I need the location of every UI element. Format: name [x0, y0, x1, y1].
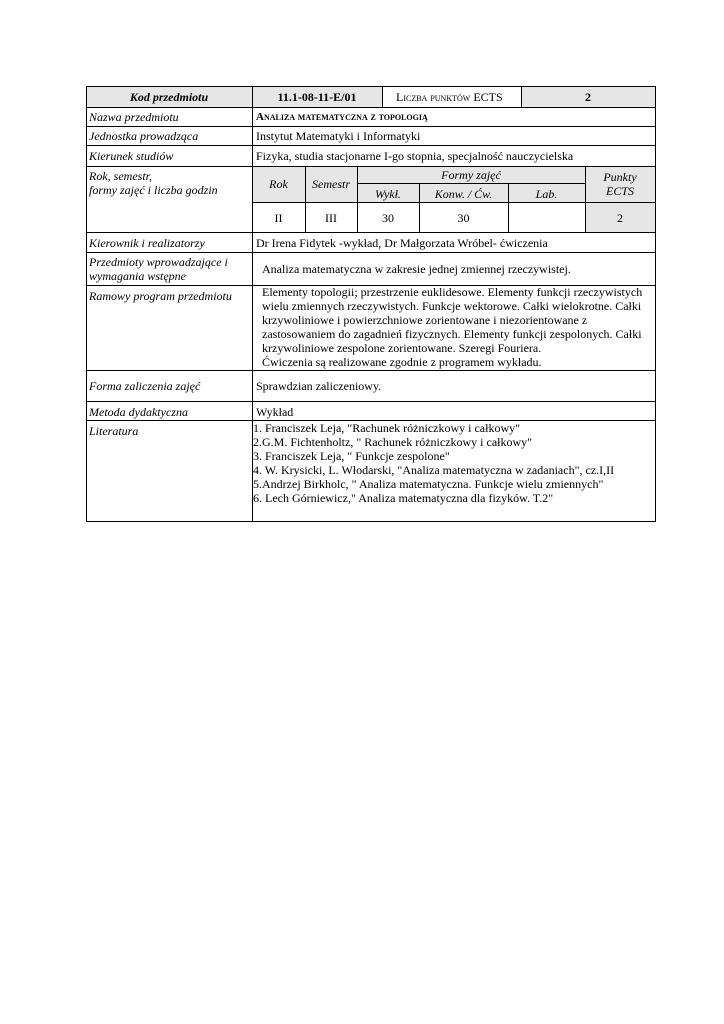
kierownik-label: Kierownik i realizatorzy [89, 236, 205, 250]
literatura-item: 3. Franciszek Leja, " Funkcje zespolone" [253, 449, 450, 463]
kod-label: Kod przedmiotu [129, 90, 209, 104]
program-line: Elementy topologii; przestrzenie euklidesowe. Elementy funkcji rzeczywistych [262, 285, 643, 299]
literatura-list [253, 421, 614, 505]
punkty-value: 2 [617, 211, 623, 225]
punkty-header: Punkty ECTS [603, 170, 637, 198]
forma-value: Sprawdzian zaliczeniowy. [256, 379, 382, 393]
literatura-item: 5.Andrzej Birkholc, " Analiza matematyczna. Funkcje wielu zmiennych" [253, 477, 604, 491]
przedmioty-label: Przedmioty wprowadzające i wymagania wstępne [89, 255, 228, 283]
lab-header: Lab. [535, 187, 558, 201]
formy-header: Formy zajęć [441, 168, 501, 182]
semestr-header: Semestr [312, 177, 350, 191]
rok-value: II [274, 211, 283, 225]
metoda-value: Wykład [256, 405, 294, 419]
ramowy-label: Ramowy program przedmiotu [89, 289, 232, 303]
literatura-item: 2.G.M. Fichtenholtz, " Rachunek różniczkowy i całkowy" [253, 435, 533, 449]
literatura-item: 1. Franciszek Leja, "Rachunek różniczkowy i całkowy" [253, 421, 521, 435]
program-line: zastosowaniem do zagadnień fizycznych. Elementy funkcji zespolonych. Całki [262, 327, 642, 341]
literatura-item: 4. W. Krysicki, L. Włodarski, "Analiza matematyczna w zadaniach", cz.I,II [253, 463, 615, 477]
program-line: wielu zmiennych rzeczywistych. Funkcje wektorowe. Całki wielokrotne. Całki [262, 299, 642, 313]
program-line: krzywoliniowe zespolone zorientowane. Szeregi Fouriera. [262, 341, 542, 355]
nazwa-label: Nazwa przedmiotu [89, 110, 179, 124]
literatura-item: 6. Lech Górniewicz," Analiza matematyczna dla fizyków. T.2" [253, 491, 554, 505]
nazwa-value: Analiza matematyczna z topologią [256, 111, 428, 123]
literatura-label: Literatura [89, 424, 139, 438]
przedmioty-value: Analiza matematyczna w zakresie jednej zmiennej rzeczywistej. [262, 262, 571, 276]
forma-label: Forma zaliczenia zajęć [89, 379, 201, 393]
ects-value: 2 [585, 90, 591, 104]
kod-value: 11.1-08-11-E/01 [277, 90, 357, 104]
jednostka-value: Instytut Matematyki i Informatyki [256, 129, 421, 143]
jednostka-label: Jednostka prowadząca [89, 129, 199, 143]
ects-label: Liczba punktów ECTS [396, 90, 503, 104]
wykl-value: 30 [382, 211, 394, 225]
rok-label: Rok, semestr, formy zajęć i liczba godzin [89, 169, 218, 197]
kierownik-value: Dr Irena Fidytek -wykład, Dr Małgorzata Wróbel- ćwiczenia [256, 236, 548, 250]
wykl-header: Wykł. [375, 187, 401, 201]
kierunek-label: Kierunek studiów [89, 149, 174, 163]
ramowy-program [262, 285, 655, 369]
konw-header: Konw. / Ćw. [434, 187, 493, 201]
rok-header: Rok [269, 177, 288, 191]
program-line: Ćwiczenia są realizowane zgodnie z programem wykładu. [262, 355, 542, 369]
semestr-value: III [325, 211, 337, 225]
metoda-label: Metoda dydaktyczna [89, 405, 188, 419]
program-line: krzywoliniowe i powierzchniowe zorientowane i niezorientowane z [262, 313, 588, 327]
konw-value: 30 [457, 211, 470, 225]
kierunek-value: Fizyka, studia stacjonarne I-go stopnia, specjalność nauczycielska [256, 149, 574, 163]
